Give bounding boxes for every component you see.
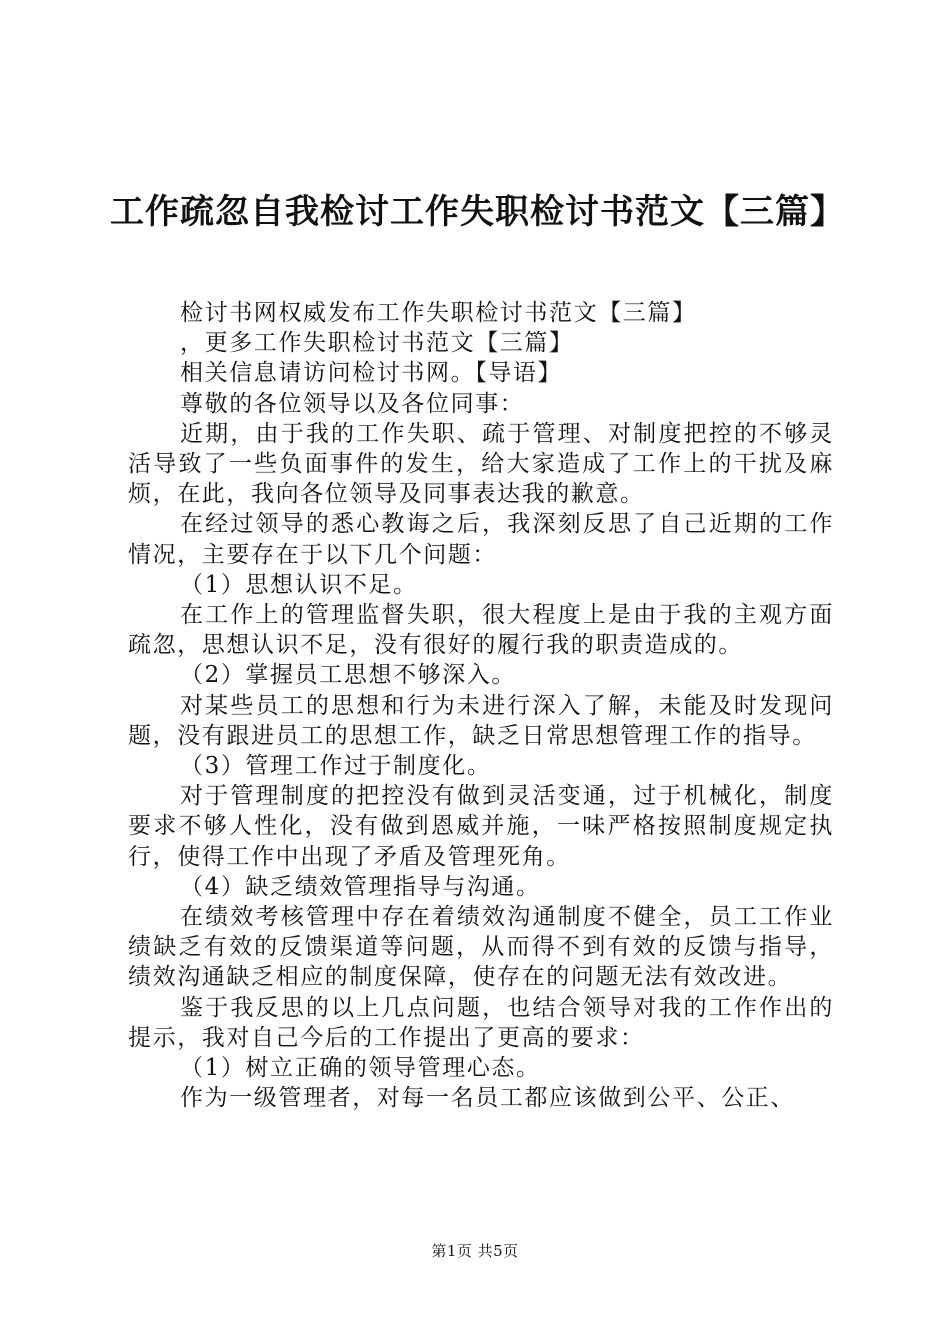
paragraph: 在工作上的管理监督失职，很大程度上是由于我的主观方面疏忽，思想认识不足，没有很好的履行我的职责造成的。: [128, 602, 834, 659]
list-heading: （1）思想认识不足。: [180, 571, 418, 598]
paragraph: 对某些员工的思想和行为未进行深入了解，未能及时发现问题，没有跟进员工的思想工作，缺乏日常思想管理工作的指导。: [128, 692, 834, 749]
page-footer: 第1页 共5页: [431, 1242, 519, 1260]
paragraph: 检讨书网权威发布工作失职检讨书范文【三篇】: [180, 300, 697, 326]
paragraph: 尊敬的各位领导以及各位同事：: [180, 390, 525, 417]
document-title: 工作疏忽自我检讨工作失职检讨书范文【三篇】: [110, 192, 845, 232]
paragraph: 近期，由于我的工作失职、疏于管理、对制度把控的不够灵活导致了一些负面事件的发生，给大家造成了工作上的干扰及麻烦，在此，我向各位领导及同事表达我的歉意。: [128, 420, 834, 508]
paragraph: 作为一级管理者，对每一名员工都应该做到公平、公正、: [180, 1085, 795, 1112]
paragraph: 在绩效考核管理中存在着绩效沟通制度不健全，员工工作业绩缺乏有效的反馈渠道等问题，从而得不到有效的反馈与指导，绩效沟通缺乏相应的制度保障，使存在的问题无法有效改进。: [128, 904, 834, 991]
list-heading: （1）树立正确的领导管理心态。: [180, 1055, 541, 1082]
paragraph: 在经过领导的悉心教诲之后，我深刻反思了自己近期的工作情况，主要存在于以下几个问题：: [128, 511, 834, 568]
paragraph: 鉴于我反思的以上几点问题，也结合领导对我的工作作出的提示，我对自己今后的工作提出了更高的要求：: [128, 994, 834, 1051]
document-body: [128, 298, 834, 1113]
list-heading: （2）掌握员工思想不够深入。: [180, 662, 517, 689]
paragraph: 相关信息请访问检讨书网。【导语】: [180, 360, 563, 387]
paragraph: 对于管理制度的把控没有做到灵活变通，过于机械化，制度要求不够人性化，没有做到恩威并施，一味严格按照制度规定执行，使得工作中出现了矛盾及管理死角。: [128, 783, 834, 870]
list-heading: （3）管理工作过于制度化。: [180, 753, 492, 780]
paragraph: ，更多工作失职检讨书范文【三篇】: [180, 330, 574, 357]
list-heading: （4）缺乏绩效管理指导与沟通。: [180, 873, 541, 900]
